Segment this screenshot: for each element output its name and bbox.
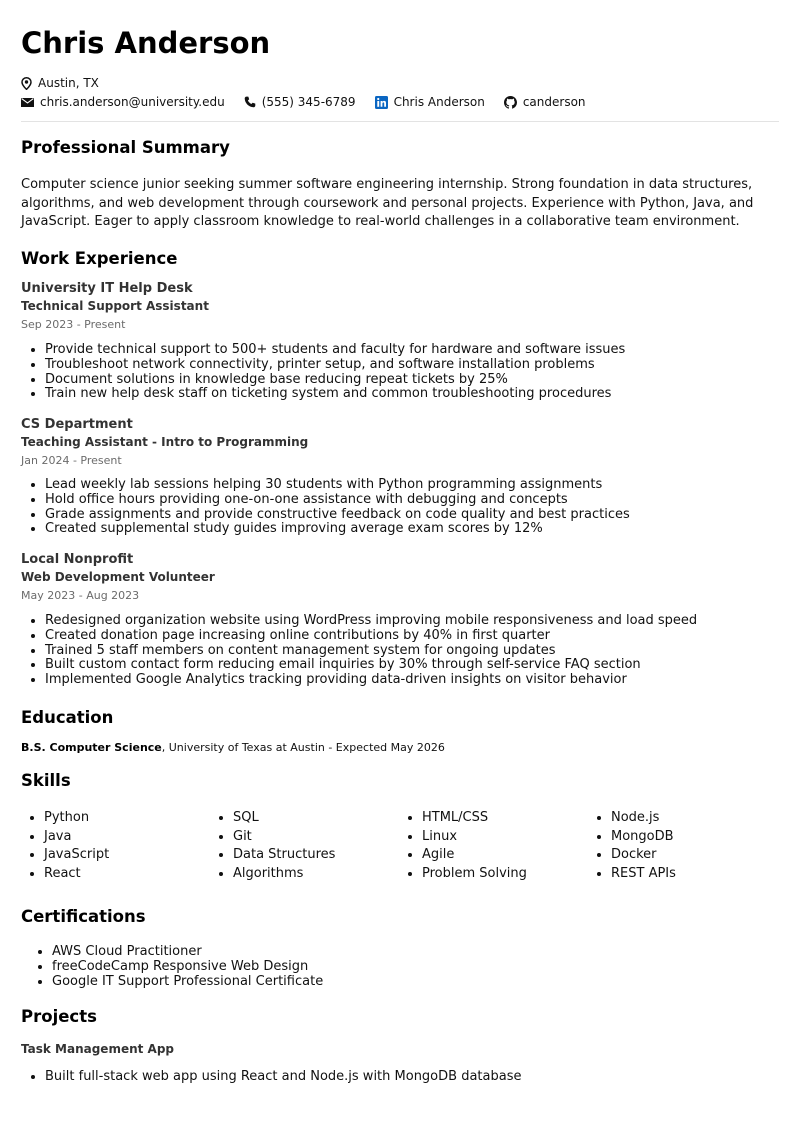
job-bullet: • Troubleshoot network connectivity, printer setup, and software installation problems — [45, 358, 625, 373]
certifications-list — [21, 945, 323, 989]
job-dates: Jan 2024 - Present — [21, 454, 122, 467]
job-bullet: • Provide technical support to 500+ students and faculty for hardware and software issues — [45, 343, 625, 358]
certifications-heading: Certifications — [21, 907, 146, 926]
job-bullet: • Document solutions in knowledge base reducing repeat tickets by 25% — [45, 373, 625, 388]
location-pin-icon — [21, 77, 32, 90]
skill-item: • Node.js — [611, 809, 777, 828]
job-role: Web Development Volunteer — [21, 570, 215, 584]
linkedin-link[interactable]: Chris Anderson — [393, 95, 485, 109]
skills-column — [210, 809, 399, 883]
email-item[interactable] — [21, 95, 225, 109]
job-bullet: • Created supplemental study guides improving average exam scores by 12% — [45, 522, 630, 537]
skill-item: • React — [44, 865, 210, 884]
skill-item: • Agile — [422, 846, 588, 865]
job-company: Local Nonprofit — [21, 552, 134, 567]
contact-row — [21, 95, 605, 109]
contact-location — [21, 76, 118, 90]
job-bullet: • Redesigned organization website using WordPress improving mobile responsiveness and load speed — [45, 614, 697, 629]
education-heading: Education — [21, 708, 114, 727]
linkedin-icon — [375, 96, 388, 109]
skills-column — [399, 809, 588, 883]
phone-text[interactable]: (555) 345-6789 — [261, 95, 356, 109]
phone-icon — [244, 96, 256, 108]
skill-item: • Git — [233, 828, 399, 847]
certification-item: • Google IT Support Professional Certificate — [52, 975, 323, 990]
skill-item: • REST APIs — [611, 865, 777, 884]
job-bullet: • Created donation page increasing online contributions by 40% in first quarter — [45, 629, 697, 644]
candidate-name: Chris Anderson — [21, 26, 271, 60]
skill-item: • Linux — [422, 828, 588, 847]
certification-item: • AWS Cloud Practitioner — [52, 945, 323, 960]
header-divider — [21, 121, 779, 122]
skills-heading: Skills — [21, 771, 71, 790]
job-bullets — [21, 478, 630, 537]
job-bullet: • Lead weekly lab sessions helping 30 students with Python programming assignments — [45, 478, 630, 493]
phone-item[interactable] — [244, 95, 356, 109]
skill-item: • Data Structures — [233, 846, 399, 865]
skill-item: • Algorithms — [233, 865, 399, 884]
skill-item: • MongoDB — [611, 828, 777, 847]
skill-item: • SQL — [233, 809, 399, 828]
github-item[interactable] — [504, 95, 586, 109]
degree-name: B.S. Computer Science — [21, 741, 162, 754]
job-bullet: • Grade assignments and provide constructive feedback on code quality and best practices — [45, 508, 630, 523]
github-icon — [504, 96, 517, 109]
envelope-icon — [21, 98, 34, 107]
skill-item: • Java — [44, 828, 210, 847]
experience-heading: Work Experience — [21, 249, 178, 268]
job-role: Teaching Assistant - Intro to Programming — [21, 435, 309, 449]
github-link[interactable]: canderson — [522, 95, 586, 109]
skill-item: • Docker — [611, 846, 777, 865]
job-bullets — [21, 614, 697, 688]
projects-heading: Projects — [21, 1007, 97, 1026]
education-entry — [21, 741, 445, 754]
job-bullets — [21, 343, 625, 402]
skills-grid — [21, 809, 777, 883]
skill-item: • HTML/CSS — [422, 809, 588, 828]
skill-item: • Python — [44, 809, 210, 828]
skills-column — [21, 809, 210, 883]
email-link[interactable]: chris.anderson@university.edu — [40, 95, 225, 109]
job-bullet: • Trained 5 staff members on content management system for ongoing updates — [45, 644, 697, 659]
job-bullet: • Built custom contact form reducing email inquiries by 30% through self-service FAQ section — [45, 658, 697, 673]
job-dates: May 2023 - Aug 2023 — [21, 589, 140, 602]
linkedin-item[interactable] — [375, 95, 485, 109]
project-bullet: • Built full-stack web app using React and Node.js with MongoDB database — [45, 1070, 521, 1085]
job-dates: Sep 2023 - Present — [21, 318, 126, 331]
job-company: CS Department — [21, 417, 133, 432]
project-title: Task Management App — [21, 1042, 175, 1056]
location-text: Austin, TX — [38, 76, 99, 90]
summary-text: Computer science junior seeking summer software engineering internship. Strong foundation in data structures, algorithms, and web development through coursework and personal projects. Experience with Python, Java, and JavaScript. Eager to apply classroom knowledge to real-world challenges in a collaborative team environment. — [21, 177, 754, 229]
job-bullet: • Hold office hours providing one-on-one assistance with debugging and concepts — [45, 493, 630, 508]
job-bullet: • Implemented Google Analytics tracking providing data-driven insights on visitor behavior — [45, 673, 697, 688]
skill-item: • JavaScript — [44, 846, 210, 865]
education-detail: , University of Texas at Austin - Expected May 2026 — [161, 741, 445, 754]
project-bullets — [21, 1070, 521, 1085]
job-bullet: • Train new help desk staff on ticketing system and common troubleshooting procedures — [45, 387, 625, 402]
job-role: Technical Support Assistant — [21, 299, 209, 313]
job-company: University IT Help Desk — [21, 281, 193, 296]
certification-item: • freeCodeCamp Responsive Web Design — [52, 960, 323, 975]
skills-column — [588, 809, 777, 883]
skill-item: • Problem Solving — [422, 865, 588, 884]
summary-heading: Professional Summary — [21, 138, 230, 157]
